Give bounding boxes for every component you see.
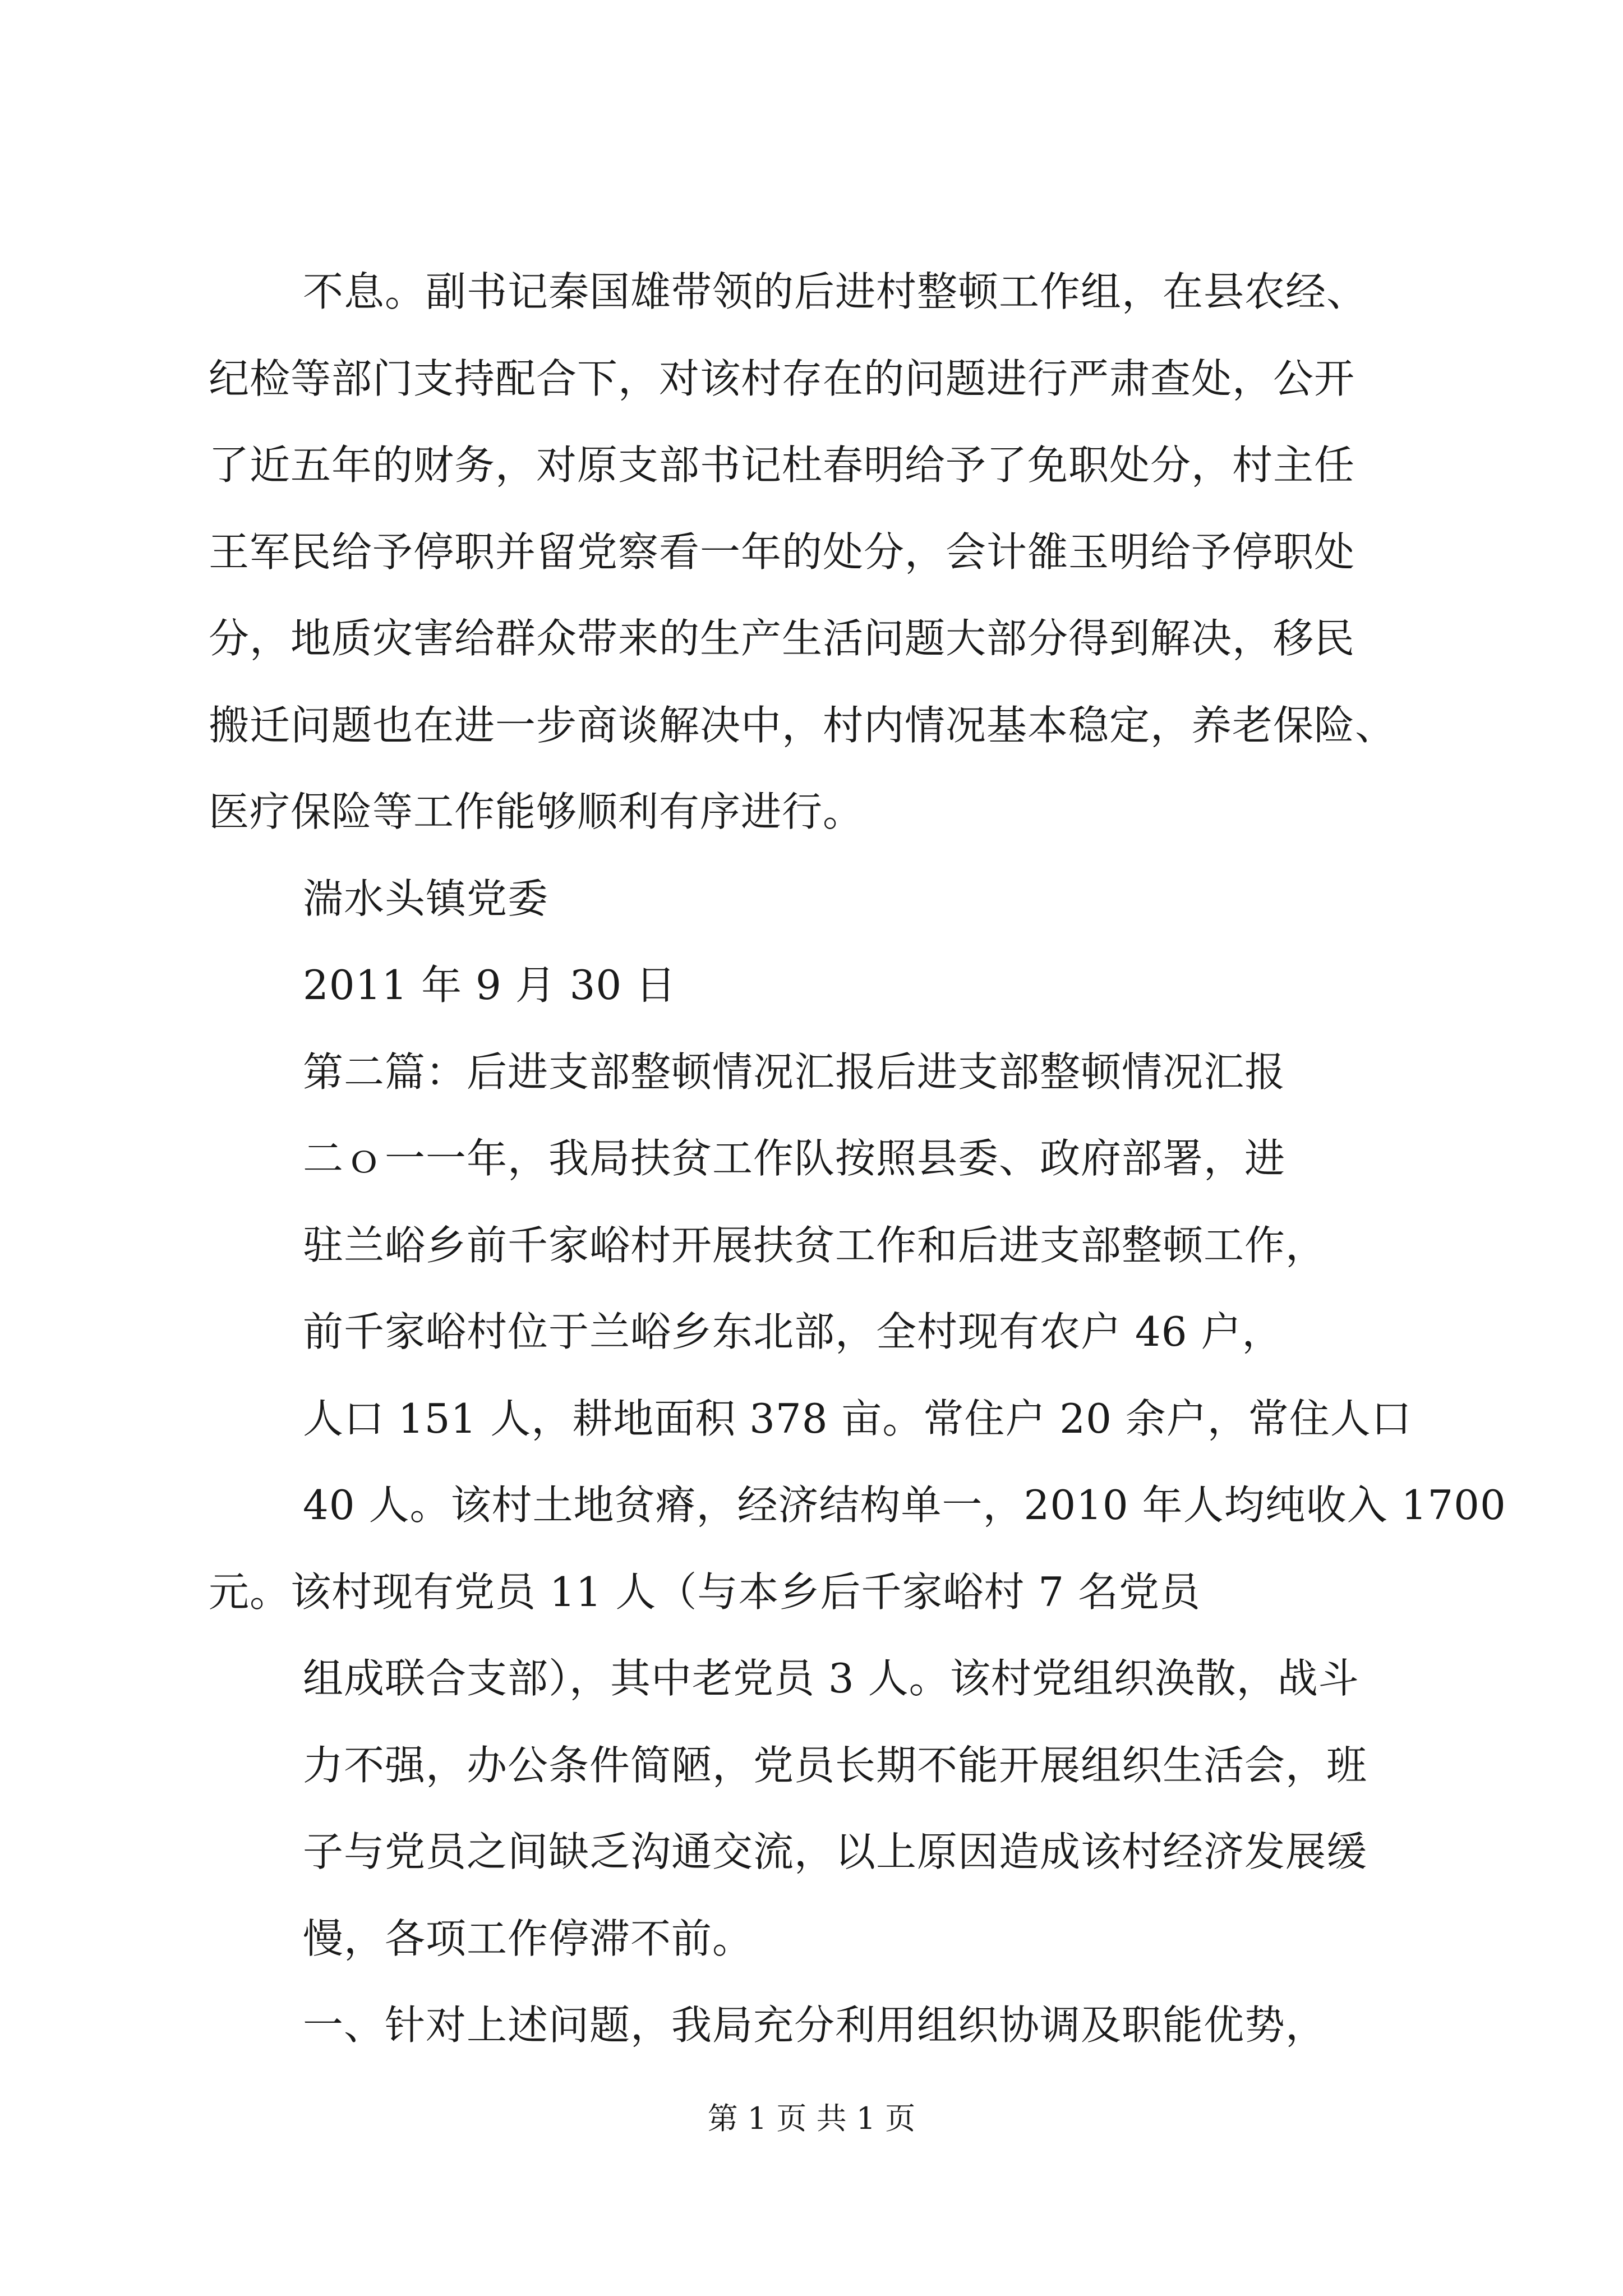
- body-line-19: 子与党员之间缺乏沟通交流，以上原因造成该村经济发展缓: [303, 1828, 1368, 1875]
- body-line-14: 人口 151 人，耕地面积 378 亩。常住户 20 余户，常住人口: [303, 1395, 1412, 1442]
- body-line-12: 驻兰峪乡前千家峪村开展扶贫工作和后进支部整顿工作，: [303, 1222, 1327, 1269]
- body-line-13: 前千家峪村位于兰峪乡东北部，全村现有农户 46 户，: [303, 1308, 1283, 1355]
- body-line-7: 医疗保险等工作能够顺利有序进行。: [209, 788, 864, 835]
- body-line-6: 搬迁问题也在进一步商谈解决中，村内情况基本稳定，养老保险、: [209, 702, 1396, 749]
- section-heading: 第二篇：后进支部整顿情况汇报后进支部整顿情况汇报: [303, 1048, 1286, 1096]
- body-line-18: 力不强，办公条件简陋，党员长期不能开展组织生活会，班: [303, 1742, 1368, 1789]
- signature-date: 2011 年 9 月 30 日: [303, 961, 677, 1009]
- body-line-3: 了近五年的财务，对原支部书记杜春明给予了免职处分，村主任: [209, 441, 1355, 489]
- page-footer: 第 1 页 共 1 页: [707, 2101, 916, 2136]
- body-line-15: 40 人。该村土地贫瘠，经济结构单一，2010 年人均纯收入 1700: [303, 1481, 1506, 1529]
- body-line-5: 分，地质灾害给群众带来的生产生活问题大部分得到解决，移民: [209, 615, 1355, 662]
- body-line-17: 组成联合支部），其中老党员 3 人。该村党组织涣散，战斗: [303, 1655, 1359, 1702]
- body-line-21: 一、针对上述问题，我局充分利用组织协调及职能优势，: [303, 2001, 1327, 2049]
- body-line-20: 慢，各项工作停滞不前。: [303, 1915, 754, 1962]
- signature-org: 湍水头镇党委: [303, 875, 549, 922]
- body-line-2: 纪检等部门支持配合下，对该村存在的问题进行严肃查处，公开: [209, 355, 1355, 402]
- body-line-11: 二ｏ一一年，我局扶贫工作队按照县委、政府部署，进: [303, 1135, 1286, 1182]
- body-line-4: 王军民给予停职并留党察看一年的处分，会计雒玉明给予停职处: [209, 528, 1355, 576]
- body-line-1: 不息。副书记秦国雄带领的后进村整顿工作组，在县农经、: [303, 268, 1368, 315]
- body-line-16: 元。该村现有党员 11 人（与本乡后千家峪村 7 名党员: [209, 1568, 1201, 1616]
